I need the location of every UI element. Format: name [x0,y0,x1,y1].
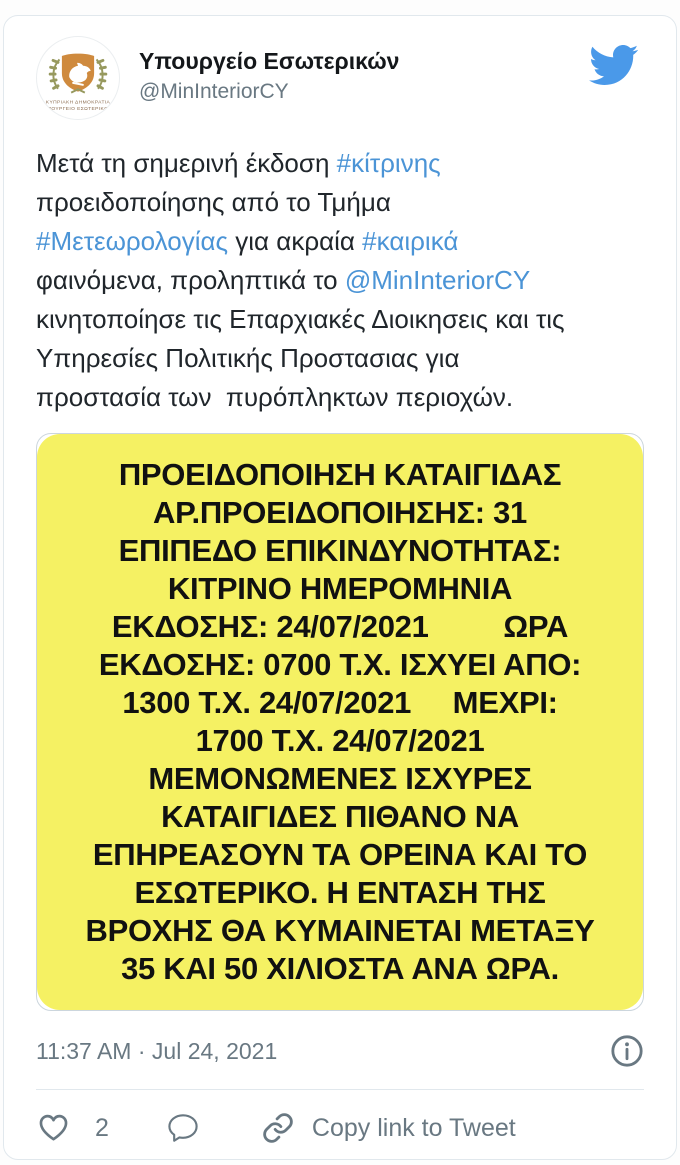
timestamp[interactable]: 11:37 AM · Jul 24, 2021 [36,1037,278,1064]
tweet-text-segment: προειδοποίησης από το Τμήμα [36,187,391,217]
tweet-text-segment: Μετά τη σημερινή έκδοση [36,148,337,178]
avatar[interactable] [36,36,120,120]
copy-link-button[interactable] [261,1111,516,1145]
tweet-link[interactable]: #Μετεωρολογίας [36,226,229,256]
info-icon[interactable] [610,1034,644,1068]
warning-image-attachment[interactable] [36,433,644,1011]
tweet-link[interactable]: #καιρικά [362,226,459,256]
cyprus-coat-of-arms-icon [37,37,119,119]
tweet-text-segment: κινητοποίησε τις Επαρχιακές Διοικησεις και τις [36,304,565,334]
user-handle[interactable]: @MinInteriorCY [139,80,289,103]
avatar-caption-1: ΚΥΠΡΙΑΚΗ ΔΗΜΟΚΡΑΤΙΑ [45,100,111,106]
tweet-text-segment: Υπηρεσίες Πολιτικής Προστασιας για [36,343,460,373]
display-name[interactable]: Υπουργείο Εσωτερικών [139,48,400,74]
tweet-link[interactable]: @MinInteriorCY [344,265,531,295]
like-button[interactable] [36,1112,71,1144]
avatar-caption-2: ΥΠΟΥΡΓΕΙΟ ΕΣΩΤΕΡΙΚΩΝ [43,107,113,113]
action-bar [36,1111,644,1145]
heart-icon [36,1112,71,1144]
tweet-text-segment: για ακραία [228,226,363,256]
timestamp-row [36,1034,644,1068]
copy-link-label: Copy link to Tweet [311,1113,516,1142]
tweet-text-segment: φαινόμενα, προληπτικά το [36,265,345,295]
speech-bubble-icon [165,1111,201,1145]
twitter-bird-icon[interactable] [582,39,644,96]
reply-button[interactable] [165,1111,201,1145]
link-icon [261,1111,295,1145]
storm-warning-text: ΠΡΟΕΙΔΟΠΟΙΗΣΗ ΚΑΤΑΙΓΙΔΑΣ ΑΡ.ΠΡΟΕΙΔΟΠΟΙΗΣΗΣ: 31 ΕΠΙΠΕΔΟ ΕΠΙΚΙΝΔΥΝΟΤΗΤΑΣ: ΚΙΤΡΙΝΟ ΗΜΕΡΟΜΗΝΙΑ ΕΚΔΟΣΗΣ: 24/07/2021 ΩΡΑ ΕΚΔΟΣΗΣ: 0700 Τ.Χ. ΙΣΧΥΕΙ ΑΠΟ: 1300 Τ.Χ. 24/07/2021 ΜΕΧΡΙ: 1700 Τ.Χ. 24/07/2021 ΜΕΜΟΝΩΜΕΝΕΣ ΙΣΧΥΡΕΣ ΚΑΤΑΙΓΙΔΕΣ ΠΙΘΑΝΟ ΝΑ ΕΠΗΡΕΑΣΟΥΝ ΤΑ ΟΡΕΙΝΑ ΚΑΙ ΤΟ ΕΣΩΤΕΡΙΚΟ. Η ΕΝΤΑΣΗ ΤΗΣ ΒΡΟΧΗΣ ΘΑ ΚΥΜΑΙΝΕΤΑΙ ΜΕΤΑΞΥ 35 ΚΑΙ 50 ΧΙΛΙΟΣΤΑ ΑΝΑ ΩΡΑ. [37,434,643,1010]
tweet-text [36,144,644,417]
tweet-card [3,15,677,1160]
like-count: 2 [95,1113,109,1142]
tweet-header [36,36,644,120]
tweet-text-segment: προστασία των πυρόπληκτων περιοχών. [36,382,514,412]
identity-block [139,36,582,106]
tweet-link[interactable]: #κίτρινης [336,148,441,178]
divider [36,1089,644,1090]
